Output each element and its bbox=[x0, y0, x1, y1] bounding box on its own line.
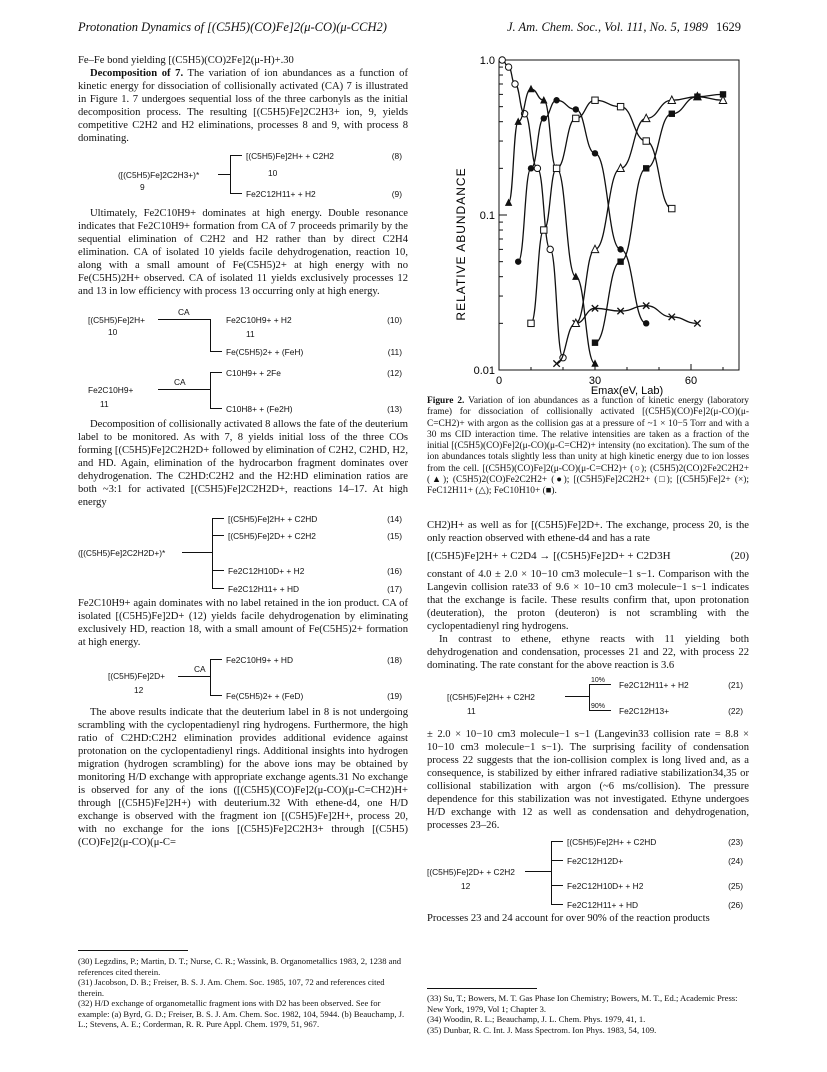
data-point bbox=[534, 165, 540, 171]
footnote-rule bbox=[78, 950, 188, 951]
data-point bbox=[617, 103, 623, 109]
series-line bbox=[557, 306, 698, 364]
scheme-compound-number: 10 bbox=[108, 327, 118, 337]
data-point bbox=[553, 165, 559, 171]
equation-number: (18) bbox=[387, 655, 402, 665]
equation-number: (23) bbox=[728, 837, 743, 847]
paragraph: constant of 4.0 ± 2.0 × 10−10 cm3 molecule−1 s−1. Comparison with the Langevin collision rate33 of 9.6 × 10−10 cm3 molecule−1 s−1 indicates that the exchange is facile. These results confirm that, upon protonation (deuteration), the proton (deuteron) is not scrambling with the cyclopentadienyl ring hydrogens. bbox=[427, 569, 749, 632]
data-point bbox=[669, 111, 675, 117]
reaction-scheme-10-11 bbox=[78, 304, 408, 364]
paragraph: In contrast to ethene, ethyne reacts with 11 yielding both dehydrogenation and condensation, processes 21 and 22, with process 22 dominating. The rate constant for the above reaction is 3.6 bbox=[427, 634, 749, 671]
scheme-product-bottom: Fe2C12H13+ bbox=[619, 706, 670, 716]
equation-text: [(C5H5)Fe]2H+ + C2D4 → [(C5H5)Fe]2D+ + C2D3H bbox=[427, 550, 671, 562]
paragraph: Fe–Fe bond yielding [(C5H5)(CO)2Fe]2(μ-H)+.30 bbox=[78, 55, 294, 66]
page-number: 1629 bbox=[716, 20, 741, 34]
equation-number: (13) bbox=[387, 404, 402, 414]
footnote: (35) Dunbar, R. C. Int. J. Mass Spectrom. Ion Phys. 1983, 54, 109. bbox=[427, 1024, 657, 1035]
scheme-ca-label: CA bbox=[194, 664, 206, 674]
caption-body: Variation of ion abundances as a function of kinetic energy (laboratory frame) for dissociation of collisionally activated [(C5H5)(CO)Fe]2(μ-CO)(μ-C=CH2)+ with argon as the collision gas at a pressure of ~1 × 10−5 Torr and with a 30 ms CID interaction time. The relative intensities are taken as a fraction of the initial [(C5H5)(CO)Fe]2(μ-CO)(μ-C=CH2)+ intensity (no excitation). The sum of the ion abundances totals slightly less than unity at high kinetic energy due to ion losses from the cell. [(C5H5)(CO)Fe]2(μ-CO)(μ-C=CH2)+ (○); (C5H5)2(CO)2Fe2C2H2+ (▲); (C5H5)2(CO)Fe2C2H2+ (●); [(C5H5)Fe]2C2H2+ (□); [(C5H5)Fe]2+ (×); FeC12H11+ (△); FeC10H10+ (■). bbox=[427, 396, 749, 497]
left-column bbox=[78, 54, 408, 849]
data-point bbox=[592, 150, 598, 156]
data-point bbox=[643, 165, 649, 171]
footnotes-right bbox=[427, 993, 749, 1035]
x-axis-label: Emax(eV, Lab) bbox=[590, 385, 664, 397]
reaction-scheme-23-26 bbox=[427, 836, 749, 908]
data-point bbox=[505, 199, 512, 206]
scheme-product-top: Fe2C12H11+ + H2 bbox=[619, 680, 689, 690]
scheme-product-top: Fe2C10H9+ + H2 bbox=[226, 315, 292, 325]
scheme-compound-number: 11 bbox=[467, 706, 476, 716]
paragraph bbox=[78, 67, 408, 145]
equation-number: (12) bbox=[387, 368, 402, 378]
caption-label: Figure 2. bbox=[427, 396, 465, 406]
scheme-product: Fe2C12H11+ + HD bbox=[567, 900, 639, 910]
data-point bbox=[527, 85, 534, 92]
data-point bbox=[553, 97, 559, 103]
scheme-product: [(C5H5)Fe]2D+ + C2H2 bbox=[228, 531, 316, 541]
journal-citation: J. Am. Chem. Soc., Vol. 111, No. 5, 1989 bbox=[506, 20, 708, 34]
data-point bbox=[528, 165, 534, 171]
equation-number: (15) bbox=[387, 531, 402, 541]
equation-number: (19) bbox=[387, 691, 402, 701]
right-column bbox=[427, 519, 749, 925]
paragraph: Fe2C10H9+ again dominates with no label retained in the ion product. CA of isolated [(C5H5)Fe]2D+ (12) yields facile dehydrogenation by eliminating exclusively HD, reaction 18, with a small amount of Fe(C5H5)2+ formation at high energy. bbox=[78, 598, 408, 648]
footnotes-left bbox=[78, 956, 408, 1030]
paragraph: Ultimately, Fe2C10H9+ dominates at high energy. Double resonance indicates that Fe2C10H9+ formation from CA of 7 proceeds primarily by the sequential elimination of C2H2 and H2 rather than by direct C2H4 elimination. CA of isolated 10 yields facile dehydrogenation, reaction 10, along with a small amount of Fe(C5H5)2+ at high energy with no Fe(C5H5)2H+ observed. CA of isolated 11 yields exclusively processes 12 and 13 in low efficiency with process 13 occurring only at high energy. bbox=[78, 208, 408, 297]
paragraph: ± 2.0 × 10−10 cm3 molecule−1 s−1 (Langevin33 collision rate = 8.8 × 10−10 cm3 molecule−1 s−1). The surprising facility of condensation process 22 suggests that the ion-collision complex is long lived and, as a consequence, is stabilized by either infrared radiative stabilization34,35 or collisional stabilization with argon (~6 ms/collision). The pressure dependence for this stabilization was not investigated. Ethyne undergoes H/D exchange with 12 as well as condensation and dehydrogenation, processes 23–26. bbox=[427, 729, 749, 831]
scheme-product: Fe2C12H10D+ + H2 bbox=[228, 566, 305, 576]
series-line bbox=[576, 97, 723, 324]
scheme-product-top: [(C5H5)Fe]2H+ + C2H2 bbox=[246, 151, 334, 161]
scheme-product-bottom: C10H8+ + (Fe2H) bbox=[226, 404, 293, 414]
scheme-ca-label: CA bbox=[178, 307, 190, 317]
series-line bbox=[518, 100, 646, 323]
data-point bbox=[617, 246, 623, 252]
series-line bbox=[595, 94, 723, 342]
scheme-reactant: [(C5H5)Fe]2H+ + C2H2 bbox=[447, 692, 535, 702]
running-header-title: Protonation Dynamics of [(C5H5)(CO)Fe]2(μ-CO)(μ-CCH2) bbox=[78, 20, 387, 34]
scheme-compound-number: 10 bbox=[268, 168, 278, 178]
equation-number: (26) bbox=[728, 900, 743, 910]
paragraph: Decomposition of collisionally activated 8 allows the fate of the deuterium label to be monitored. As with 7, 8 yields initial loss of the three COs forming [(C5H5)Fe]2C2H2D+ followed by elimination of C2H2, C2HD, H2, and HD. Again, elimination of the hydrocarbon fragment dominates over dehydrogenation. The C2HD:C2H2 and the H2:HD elimination ratios are both ~3:1 for activated [(C5H5)Fe]2C2H2D+, reactions 14–17. At high energy bbox=[78, 419, 408, 508]
footnote: (33) Su, T.; Bowers, M. T. Gas Phase Ion Chemistry; Bowers, M. T., Ed.; Academic Press: New York, 1979, Vol 1; Chapter 3. bbox=[427, 993, 738, 1014]
reaction-scheme-8-9 bbox=[78, 149, 408, 203]
scheme-product: Fe2C12H10D+ + H2 bbox=[567, 881, 644, 891]
scheme-reactant: ([(C5H5)Fe]2C2H3+)* bbox=[118, 170, 200, 180]
series-line bbox=[509, 89, 595, 364]
x-tick-label: 60 bbox=[684, 375, 698, 387]
scheme-reactant: Fe2C10H9+ bbox=[88, 385, 134, 395]
paragraph: Processes 23 and 24 account for over 90% of the reaction products bbox=[427, 913, 710, 924]
data-point bbox=[669, 205, 675, 211]
paragraph: CH2)H+ as well as for [(C5H5)Fe]2D+. The exchange, process 20, is the only reaction observed with ethene-d4 and has a rate bbox=[427, 520, 749, 544]
scheme-compound-number: 9 bbox=[140, 182, 145, 192]
data-point bbox=[617, 258, 623, 264]
scheme-reactant: [(C5H5)Fe]2D+ + C2H2 bbox=[427, 867, 515, 877]
scheme-reactant: [(C5H5)Fe]2D+ bbox=[108, 671, 166, 681]
equation-number: (14) bbox=[387, 514, 402, 524]
data-point bbox=[573, 106, 579, 112]
y-tick-label: 0.1 bbox=[479, 210, 495, 222]
data-point bbox=[541, 227, 547, 233]
footnote: (34) Woodin, R. L.; Beauchamp, J. L. Chem. Phys. 1979, 41, 1. bbox=[427, 1014, 646, 1024]
scheme-compound-number: 11 bbox=[246, 329, 255, 339]
data-point bbox=[643, 320, 649, 326]
y-tick-label: 0.01 bbox=[473, 365, 495, 377]
scheme-compound-number: 12 bbox=[134, 685, 144, 695]
data-point bbox=[573, 115, 579, 121]
equation-20 bbox=[427, 550, 749, 563]
figure-caption bbox=[427, 396, 749, 498]
data-point bbox=[499, 57, 505, 63]
data-point bbox=[592, 340, 598, 346]
data-point bbox=[528, 320, 534, 326]
x-tick-label: 30 bbox=[588, 375, 602, 387]
equation-number: (25) bbox=[728, 881, 743, 891]
scheme-product-top: Fe2C10H9+ + HD bbox=[226, 655, 294, 665]
running-header-journal bbox=[507, 20, 741, 35]
data-point bbox=[694, 93, 700, 99]
reaction-scheme-18-19 bbox=[78, 654, 408, 700]
scheme-product: Fe2C12H12D+ bbox=[567, 856, 624, 866]
equation-number: (17) bbox=[387, 584, 402, 594]
scheme-product: Fe2C12H11+ + HD bbox=[228, 584, 300, 594]
figure-2 bbox=[427, 44, 749, 399]
data-point bbox=[720, 91, 726, 97]
equation-number: (24) bbox=[728, 856, 743, 866]
footnote: (30) Legzdins, P.; Martin, D. T.; Nurse, C. R.; Wassink, B. Organometallics 1983, 2, 1238 and references cited therein. bbox=[78, 956, 402, 977]
footnote: (31) Jacobson, D. B.; Freiser, B. S. J. Am. Chem. Soc. 1985, 107, 72 and references cited therein. bbox=[78, 977, 385, 998]
scheme-product: [(C5H5)Fe]2H+ + C2HD bbox=[567, 837, 657, 847]
series-line bbox=[502, 60, 563, 358]
equation-number: (21) bbox=[728, 680, 743, 690]
equation-number: (8) bbox=[391, 151, 402, 161]
data-point bbox=[592, 97, 598, 103]
footnote: (32) H/D exchange of organometallic fragment ions with D2 has been observed. See for example: (a) Byrd, G. D.; Freiser, B. S. J. Am. Chem. Soc. 1982, 104, 5944. (b) Beauchamp, J. L.; Stevens, A. E.; Corderman, R. R. Pure Appl. Chem. 1979, 51, 967. bbox=[78, 998, 405, 1029]
scheme-reactant: ([(C5H5)Fe]2C2H2D+)* bbox=[78, 548, 166, 558]
reaction-scheme-12-13 bbox=[78, 366, 408, 414]
scheme-product-bottom: Fe(C5H5)2+ + (FeH) bbox=[226, 347, 304, 357]
reaction-scheme-14-17 bbox=[78, 513, 408, 593]
y-axis-label: RELATIVE ABUNDANCE bbox=[454, 167, 468, 321]
data-point bbox=[505, 64, 511, 70]
series-line bbox=[531, 100, 672, 323]
equation-number: (9) bbox=[391, 189, 402, 199]
data-point bbox=[515, 258, 521, 264]
abundance-chart bbox=[427, 44, 749, 399]
equation-number: (10) bbox=[387, 315, 402, 325]
data-point bbox=[512, 81, 518, 87]
caption-text bbox=[427, 396, 749, 498]
section-heading: Decomposition of 7. bbox=[90, 68, 184, 79]
scheme-product-bottom: Fe2C12H11+ + H2 bbox=[246, 189, 316, 199]
scheme-product-bottom: Fe(C5H5)2+ + (FeD) bbox=[226, 691, 304, 701]
data-point bbox=[541, 115, 547, 121]
data-point bbox=[643, 138, 649, 144]
equation-number: (11) bbox=[387, 347, 402, 357]
scheme-compound-number: 11 bbox=[100, 399, 109, 409]
scheme-ca-label: CA bbox=[174, 377, 186, 387]
equation-number: (16) bbox=[387, 566, 402, 576]
scheme-product: [(C5H5)Fe]2H+ + C2HD bbox=[228, 514, 318, 524]
branch-percentage: 90% bbox=[591, 703, 606, 710]
paragraph-text: The variation of ion abundances as a function of kinetic energy for dissociation of collisionally activated (CA) 7 is illustrated in Figure 1. 7 undergoes sequential loss of the three carbonyls as the initial decomposition process. The resulting [(C5H5)Fe]2C2H3+ ion, 9, yields competitive C2H2 and H2 eliminations, processes 8 and 9, with process 8 dominating. bbox=[78, 68, 408, 144]
equation-number: (22) bbox=[728, 706, 743, 716]
paragraph: The above results indicate that the deuterium label in 8 is not undergoing scrambling with the cyclopentadienyl ring hydrogens. Furthermore, the high ratio of C2HD:C2H2 elimination provides additional evidence against protonation on the cyclopentadienyl rings. Additional insights into hydrogen migration (hydrogen scrambling) for the above ions may be obtained by monitoring H/D exchange with appropriate exchange agents.31 No exchange is observed for any of the ions ([(C5H5)(CO)Fe]2(μ-CO)(μ-C=CH2)H+ through [(C5H5)Fe]2H+) with deuterium.32 With ethene-d4, one H/D exchange is observed with the fragment ion [(C5H5)Fe]2H+, process 20, with no exchange for the ions [(C5H5)Fe]2C2H3+ through [(C5H5)(CO)Fe]2(μ-CO)(μ-C= bbox=[78, 707, 408, 848]
x-tick-label: 0 bbox=[495, 375, 503, 387]
reaction-scheme-21-22 bbox=[427, 677, 749, 723]
data-point bbox=[553, 360, 559, 366]
data-point bbox=[547, 246, 553, 252]
scheme-compound-number: 12 bbox=[461, 881, 471, 891]
branch-percentage: 10% bbox=[591, 677, 606, 684]
scheme-product-top: C10H9+ + 2Fe bbox=[226, 368, 281, 378]
y-tick-label: 1.0 bbox=[479, 55, 495, 67]
footnote-rule bbox=[427, 988, 537, 989]
scheme-reactant: [(C5H5)Fe]2H+ bbox=[88, 315, 146, 325]
equation-number: (20) bbox=[730, 550, 749, 562]
